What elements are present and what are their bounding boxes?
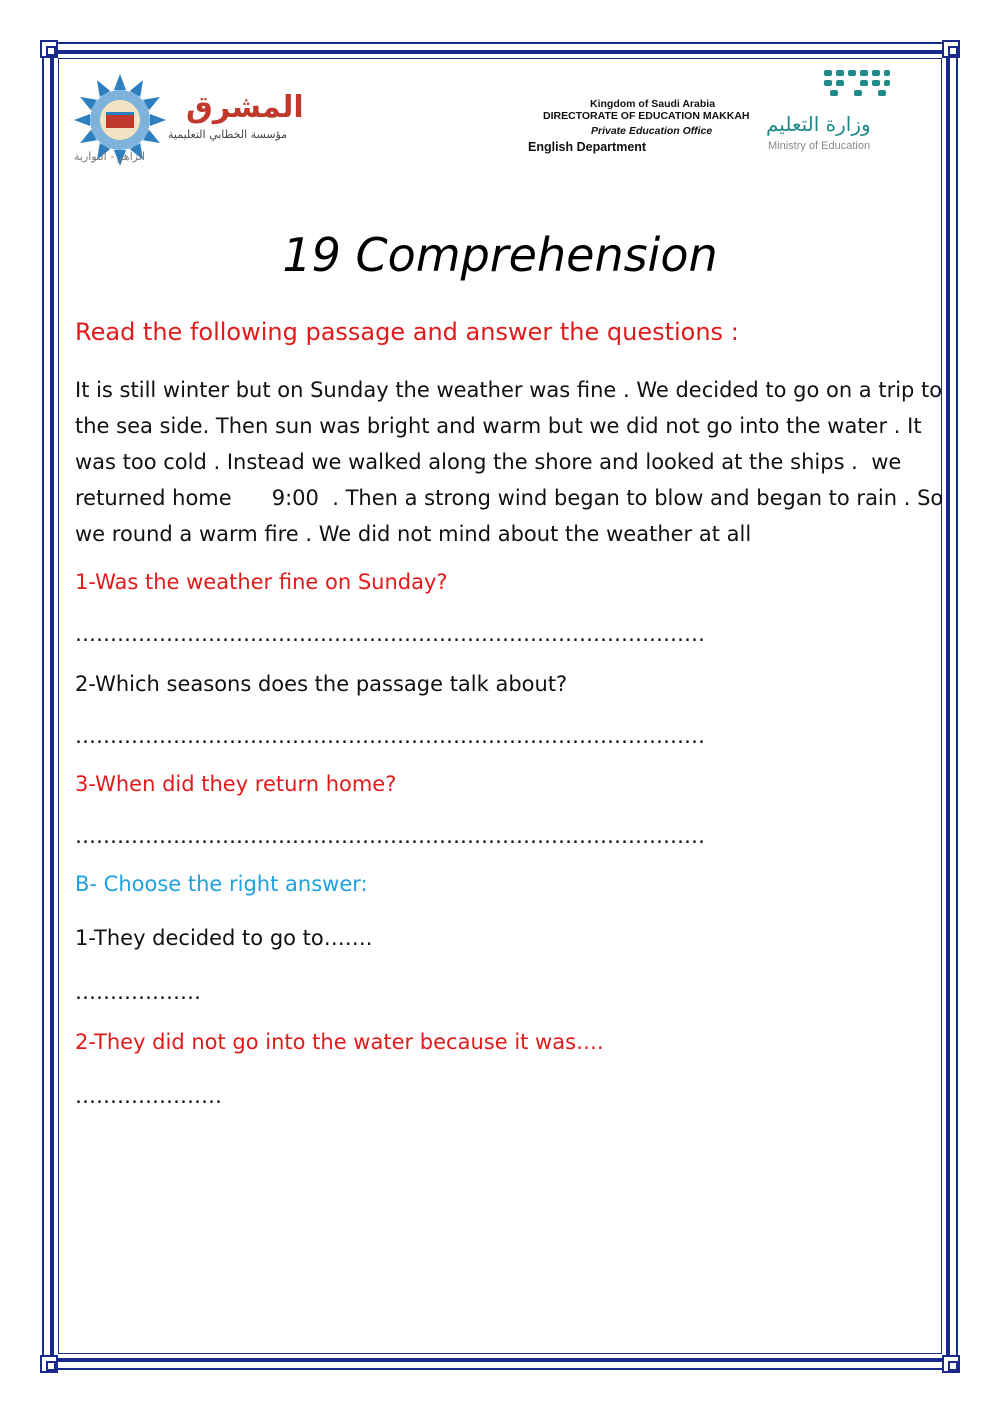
- choice-answer-line-2[interactable]: …………………: [75, 1084, 222, 1108]
- choice-question-1: 1-They decided to go to…….: [75, 926, 373, 950]
- question-3: 3-When did they return home?: [75, 772, 397, 796]
- corner-ornament-top-right: [942, 40, 960, 58]
- reading-passage: [75, 372, 944, 552]
- header-directorate: DIRECTORATE OF EDUCATION MAKKAH: [543, 110, 750, 122]
- corner-ornament-bottom-right: [942, 1355, 960, 1373]
- answer-line-2[interactable]: ………………………………………………………………………………: [75, 724, 705, 748]
- corner-ornament-top-left: [40, 40, 58, 58]
- passage-line: the sea side. Then sun was bright and warm but we did not go into the water . It: [75, 414, 922, 438]
- choice-question-2: 2-They did not go into the water because it was….: [75, 1030, 604, 1054]
- school-subtitle-arabic: مؤسسة الخطابي التعليمية: [168, 128, 288, 141]
- header-office: Private Education Office: [591, 125, 713, 137]
- question-1: 1-Was the weather fine on Sunday?: [75, 570, 448, 594]
- choice-answer-line-1[interactable]: ………………: [75, 980, 201, 1004]
- passage-line: It is still winter but on Sunday the weather was fine . We decided to go on a trip to: [75, 378, 943, 402]
- answer-line-3[interactable]: ………………………………………………………………………………: [75, 824, 705, 848]
- corner-ornament-bottom-left: [40, 1355, 58, 1373]
- section-b-heading: B- Choose the right answer:: [75, 872, 368, 896]
- passage-line: was too cold . Instead we walked along the shore and looked at the ships . we: [75, 450, 902, 474]
- header-country: Kingdom of Saudi Arabia: [590, 98, 716, 110]
- ministry-name-english: Ministry of Education: [768, 140, 871, 152]
- worksheet-title: 19 Comprehension: [282, 228, 718, 282]
- passage-line: we round a warm fire . We did not mind about the weather at all: [75, 522, 752, 546]
- answer-line-1[interactable]: ………………………………………………………………………………: [75, 622, 705, 646]
- question-2: 2-Which seasons does the passage talk about?: [75, 672, 568, 696]
- instruction-text: Read the following passage and answer the questions :: [75, 318, 739, 346]
- ministry-name-arabic: وزارة التعليم: [766, 112, 871, 136]
- header-department: English Department: [528, 140, 647, 154]
- school-name-arabic: المشرق: [186, 90, 304, 125]
- school-place-arabic: الزاهر - النوارية: [74, 150, 146, 163]
- passage-line: returned home 9:00 . Then a strong wind began to blow and began to rain . So: [75, 486, 944, 510]
